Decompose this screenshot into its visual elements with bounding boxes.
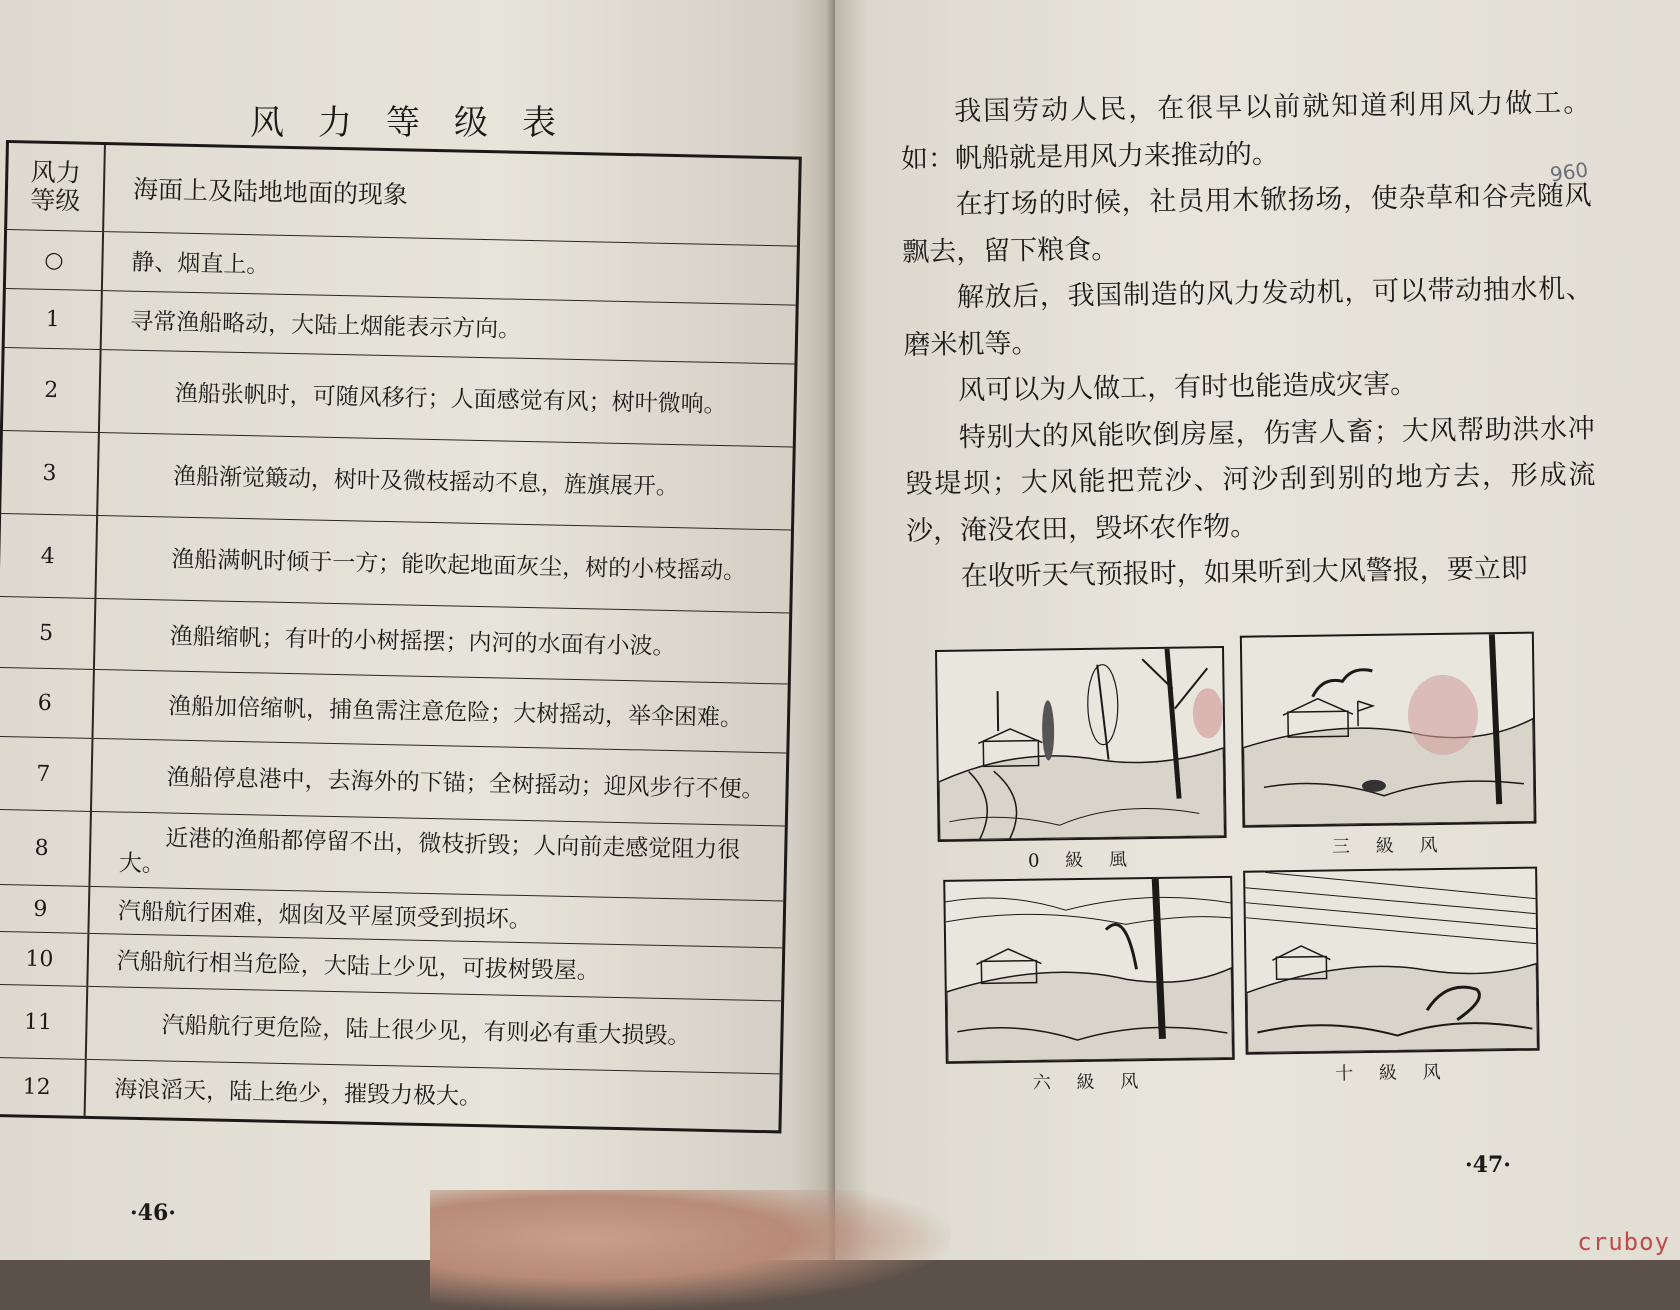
wind-level: 9	[0, 885, 90, 933]
phenomena-text: 渔船停息港中，去海外的下锚；全树摇动；迎风步行不便。	[120, 764, 764, 803]
wind-level: 4	[0, 514, 98, 598]
strong-wind-landscape-image	[943, 876, 1235, 1064]
gale-landscape-image	[1243, 867, 1540, 1055]
wind-phenomena	[95, 599, 789, 683]
thumb-image	[430, 1190, 950, 1310]
paragraph: 特别大的风能吹倒房屋，伤害人畜；大风帮助洪水冲毁堤坝；大风能把荒沙、河沙刮到别的地方去，形成流沙，淹没农田，毁坏农作物。	[905, 406, 1597, 555]
wind-level: 2	[3, 348, 102, 432]
table-title: 风力等级表	[250, 95, 580, 144]
header-phenomena: 海面上及陆地地面的现象	[104, 145, 799, 245]
paragraph: 解放后，我国制造的风力发动机，可以带动抽水机、磨米机等。	[903, 266, 1594, 369]
wind-scale-table	[0, 140, 802, 1133]
phenomena-text: 近港的渔船都停留不出，微枝折毁；人向前走感觉阻力很大。	[119, 825, 771, 891]
phenomena-text: 渔船满帆时倾于一方；能吹起地面灰尘，树的小枝摇动。	[125, 546, 746, 585]
wind-phenomena	[90, 812, 784, 900]
paragraph: 我国劳动人民，在很早以前就知道利用风力做工。如：帆船就是用风力来推动的。	[900, 80, 1591, 183]
illustration-wind-3	[1240, 632, 1537, 860]
header-level: 风力等级	[7, 143, 106, 231]
phenomena-text: 汽船航行更危险，陆上很少见，有则必有重大损毁。	[115, 1011, 690, 1049]
wind-phenomena	[100, 350, 795, 446]
wind-level: 12	[0, 1058, 87, 1116]
phenomena-text: 静、烟直上。	[131, 250, 270, 279]
wind-level: 7	[0, 737, 93, 811]
page-number-right: ·47·	[1465, 1152, 1511, 1178]
phenomena-text: 渔船缩帆；有叶的小树摇摆；内河的水面有小波。	[123, 623, 675, 661]
page-number-left: ·46·	[130, 1200, 176, 1226]
phenomena-text: 渔船加倍缩帆，捕鱼需注意危险；大树摇动，举伞困难。	[122, 693, 743, 732]
phenomena-text: 寻常渔船略动，大陆上烟能表示方向。	[130, 309, 521, 343]
wind-phenomena	[87, 987, 781, 1073]
breeze-landscape-image	[1240, 632, 1537, 828]
wind-level: 1	[5, 289, 103, 349]
paragraph: 风可以为人做工，有时也能造成灾害。	[904, 359, 1595, 415]
wind-level: 11	[0, 985, 88, 1059]
illustration-caption: 十 級 风	[1246, 1057, 1540, 1087]
phenomena-text: 汽船航行相当危险，大陆上少见，可拔树毁屋。	[117, 949, 600, 985]
handwritten-note: 960	[1549, 157, 1590, 186]
phenomena-text: 海浪滔天，陆上绝少，摧毁力极大。	[114, 1076, 482, 1110]
watermark: cruboy	[1577, 1228, 1670, 1256]
wind-phenomena	[98, 433, 793, 529]
body-text	[900, 80, 1597, 601]
phenomena-text: 渔船张帆时，可随风移行；人面感觉有风；树叶微响。	[128, 380, 726, 419]
wind-level: 8	[0, 810, 92, 886]
wind-phenomena	[93, 670, 787, 752]
left-page	[0, 0, 835, 1260]
paragraph: 在打场的时候，社员用木锨扬场，使杂草和谷壳随风飘去，留下粮食。	[901, 173, 1592, 276]
illustration-wind-6	[943, 876, 1235, 1096]
illustration-caption: 0 級 風	[938, 844, 1227, 874]
wind-phenomena	[92, 739, 786, 825]
wind-level: 6	[0, 668, 95, 738]
paragraph: 在收听天气预报时，如果听到大风警报，要立即	[906, 545, 1597, 601]
illustration-caption: 六 級 风	[946, 1066, 1235, 1096]
phenomena-text: 汽船航行困难，烟囱及平屋顶受到损坏。	[118, 899, 532, 934]
calm-landscape-image	[935, 646, 1227, 842]
wind-level: 5	[0, 597, 96, 669]
wind-level: ○	[6, 230, 104, 290]
wind-level: 10	[0, 932, 89, 986]
illustration-wind-0	[935, 646, 1227, 874]
illustration-wind-10	[1243, 867, 1540, 1087]
right-page	[835, 0, 1680, 1260]
table-header	[7, 143, 799, 247]
illustration-caption: 三 級 风	[1243, 830, 1537, 860]
illustration-grid	[935, 642, 1541, 1090]
wind-level: 3	[1, 431, 100, 515]
wind-phenomena	[96, 516, 791, 612]
phenomena-text: 渔船渐觉簸动，树叶及微枝摇动不息，旌旗展开。	[127, 463, 679, 501]
